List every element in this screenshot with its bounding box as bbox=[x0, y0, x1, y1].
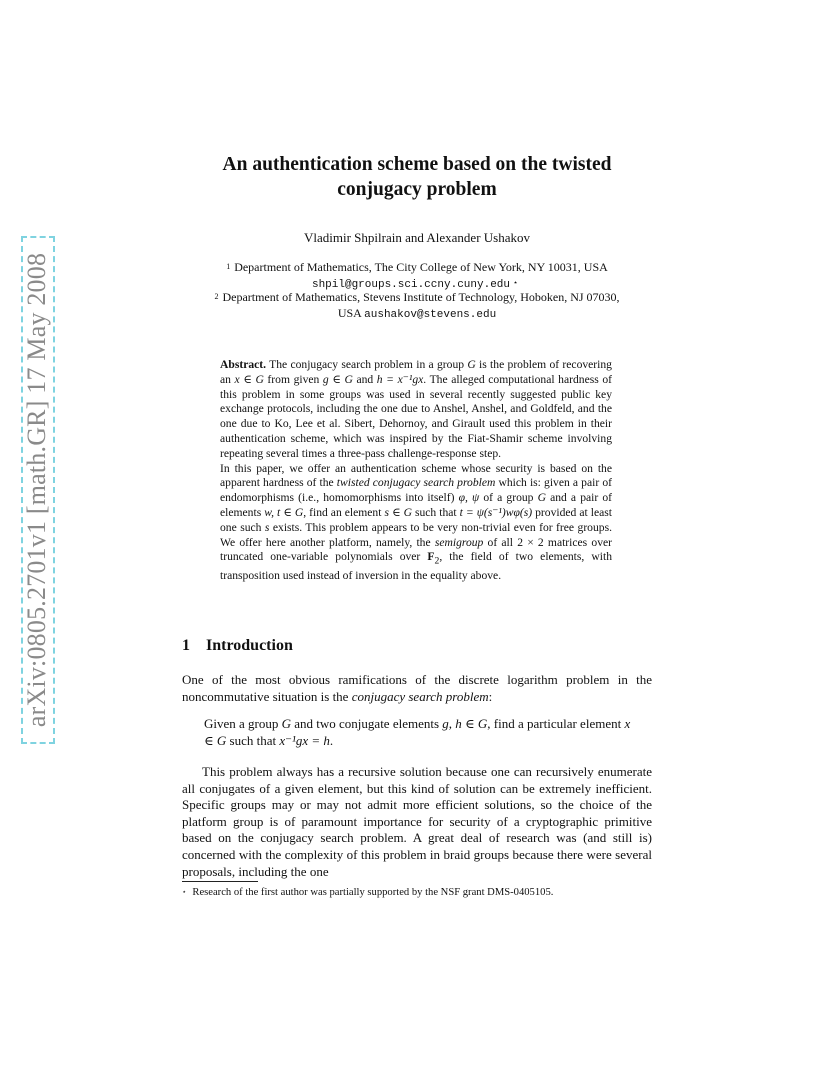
abstract-text: In this paper, we offer an authentication scheme whose security is based on the apparent hardness of the bbox=[220, 461, 612, 490]
emphasis: conjugacy search problem bbox=[351, 688, 489, 704]
body-text: such that bbox=[226, 732, 280, 748]
abstract-label: Abstract. bbox=[220, 358, 267, 371]
abstract-text: . The alleged computational hardness of this problem in some groups was used in several recently suggested public key exchange protocols, including the one due to Anshel, Anshel, and Goldfeld, and the one due to Ko, Lee et al. Sibert, Dehornoy, and Girault used this problem in their authentication scheme, which was inspired by the Fiat-Shamir scheme involving repeating several times a three-pass challenge-response step. bbox=[220, 372, 612, 460]
math-expr: g, h ∈ G bbox=[442, 716, 488, 731]
abstract-text: which is: given a pair of endomorphisms (i.e., homomorphisms into itself) bbox=[220, 476, 612, 505]
abstract-text: is the problem of recovering an bbox=[220, 358, 612, 386]
abstract bbox=[220, 358, 612, 584]
math-var: G bbox=[537, 491, 546, 505]
arxiv-identifier: arXiv:0805.2701v1 [math.GR] 17 May 2008 bbox=[22, 252, 51, 728]
math-var: G bbox=[281, 716, 292, 731]
math-expr: x ∈ G bbox=[204, 716, 631, 748]
affiliation-2-country: USA bbox=[337, 306, 362, 320]
section-heading bbox=[182, 637, 293, 655]
math-expr: φ, ψ bbox=[458, 491, 480, 505]
math-field: F bbox=[427, 550, 435, 564]
body-text: , find a particular element bbox=[487, 716, 625, 731]
math-var: s bbox=[264, 520, 270, 534]
affiliation-2-marker: 2 bbox=[214, 292, 219, 301]
abstract-paragraph-1 bbox=[220, 358, 612, 462]
emphasis: semigroup bbox=[434, 535, 484, 549]
math-expr: h = x⁻¹gx bbox=[376, 372, 424, 386]
math-expr: w, t ∈ G bbox=[264, 505, 304, 519]
affiliation-1-email[interactable]: shpil@groups.sci.ccny.cuny.edu bbox=[311, 279, 511, 291]
abstract-text: of a group bbox=[479, 491, 538, 505]
affiliation-1-marker: 1 bbox=[226, 262, 231, 271]
paper-title bbox=[182, 152, 652, 202]
problem-statement bbox=[204, 716, 634, 749]
abstract-text: provided at least one such bbox=[220, 505, 612, 534]
abstract-text: of all 2 × 2 matrices over truncated one-variable polynomials over bbox=[220, 535, 612, 564]
footnote-marker: ⋆ bbox=[182, 888, 187, 896]
body-text: . bbox=[329, 732, 334, 748]
abstract-text: , the field of two elements, with transposition used instead of inversion in the equality above. bbox=[220, 550, 612, 583]
math-expr: g ∈ G bbox=[322, 372, 353, 386]
section-title: Introduction bbox=[206, 637, 293, 654]
affiliation-2-email[interactable]: aushakov@stevens.edu bbox=[364, 309, 497, 321]
abstract-text: The conjugacy search problem in a group bbox=[269, 358, 468, 371]
intro-paragraph-2: This problem always has a recursive solution because one can recursively enumerate all conjugates of a given element, but this kind of solution can be extremely inefficient. Specific groups may or may not admit more efficient solutions, so the choice of the platform group is of paramount importance for security of a cryptographic primitive based on the conjugacy search problem. A great deal of research was (and still is) concerned with the complexity of this problem in braid groups because there were several proposals, including the one bbox=[182, 764, 652, 879]
abstract-text: such that bbox=[411, 505, 460, 519]
math-expr: x⁻¹gx = h bbox=[279, 732, 330, 748]
math-expr: x ∈ G bbox=[234, 372, 264, 386]
footnote-divider bbox=[182, 881, 258, 882]
affiliation-1-email-marker: ⋆ bbox=[513, 278, 519, 287]
abstract-text: from given bbox=[263, 372, 323, 386]
section-number: 1 bbox=[182, 637, 190, 654]
abstract-text: exists. This problem appears to be very non-trivial even for free groups. We offer here another platform, namely, the bbox=[220, 520, 612, 549]
title-line-2: conjugacy problem bbox=[337, 179, 497, 200]
affiliation-1 bbox=[182, 259, 652, 293]
intro-paragraph-1 bbox=[182, 672, 652, 705]
abstract-text: and bbox=[352, 372, 377, 386]
affiliation-2 bbox=[182, 289, 652, 323]
footnote bbox=[182, 886, 652, 899]
body-text: One of the most obvious ramifications of the discrete logarithm problem in the noncommutative situation is the bbox=[182, 672, 652, 704]
body-text: and two conjugate elements bbox=[291, 716, 443, 731]
math-expr: t = ψ(s⁻¹)wφ(s) bbox=[459, 505, 533, 519]
abstract-text: and a pair of elements bbox=[220, 491, 612, 519]
footnote-text: Research of the first author was partially supported by the NSF grant DMS-0405105. bbox=[192, 887, 554, 898]
emphasis: twisted conjugacy search problem bbox=[336, 476, 496, 490]
abstract-paragraph-2 bbox=[220, 462, 612, 585]
author-list: Vladimir Shpilrain and Alexander Ushakov bbox=[303, 230, 530, 245]
affiliation-2-text: Department of Mathematics, Stevens Institute of Technology, Hoboken, NJ 07030, bbox=[222, 290, 620, 304]
affiliation-1-text: Department of Mathematics, The City College of New York, NY 10031, USA bbox=[234, 260, 608, 274]
math-var: G bbox=[467, 358, 476, 371]
body-text: : bbox=[488, 688, 493, 704]
title-line-1: An authentication scheme based on the twisted bbox=[222, 154, 612, 175]
body-text: Given a group bbox=[204, 716, 282, 731]
abstract-text: , find an element bbox=[303, 505, 385, 519]
math-subscript: 2 bbox=[434, 555, 440, 567]
math-expr: s ∈ G bbox=[384, 505, 412, 519]
